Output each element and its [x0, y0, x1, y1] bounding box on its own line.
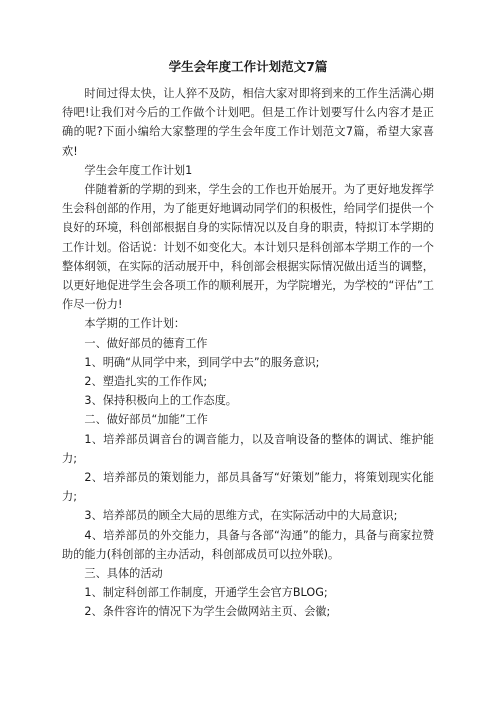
section-heading-2: 二、做好部员“加能”工作 — [84, 413, 208, 427]
list-item-1-3: 3、保持积极向上的工作态度。 — [84, 394, 237, 408]
list-item-1-1: 1、明确“从同学中来，到同学中去”的服务意识; — [84, 355, 320, 369]
intro-paragraph: 时间过得太快，让人猝不及防，相信大家对即将到来的工作生活满心期待吧!让我们对今后的工作做个计划吧。但是工作计划要写什么内容才是正确的呢?下面小编给大家整理的学生会年度工作计划范文7篇，希望大家喜欢! — [62, 87, 434, 158]
list-item-2-4: 4、培养部员的外交能力，具备与各部“沟通”的能力，具备与商家拉赞助的能力(科创部的主办活动，科创部成员可以拉外联)。 — [62, 528, 434, 561]
list-item-2-3: 3、培养部员的顾全大局的思维方式，在实际活动中的大局意识; — [84, 509, 398, 523]
plan-1-body-paragraph: 伴随着新的学期的到来，学生会的工作也开始展开。为了更好地发挥学生会科创部的作用，为了能更好地调动同学们的积极性，给同学们提供一个良好的环境，科创部根据自身的实际情况以及自身的职责，特拟订本学期的工作计划。俗话说：计划不如变化大。本计划只是科创部本学期工作的一个整体纲领，在实际的活动展开中，科创部会根据实际情况做出适当的调整，以更好地促进学生会各项工作的顺利展开，为学院增光，为学校的“评估”工作尽一份力! — [62, 183, 434, 312]
section-heading-plan-1: 学生会年度工作计划1 — [84, 163, 193, 177]
list-item-2-2: 2、培养部员的策划能力，部员具备写“好策划”能力，将策划现实化能力; — [62, 471, 434, 504]
list-item-3-1: 1、制定科创部工作制度，开通学生会官方BLOG; — [84, 586, 328, 600]
list-item-2-1: 1、培养部员调音台的调音能力，以及音响设备的整体的调试、维护能力; — [62, 432, 434, 465]
section-heading-3: 三、具体的活动 — [84, 567, 163, 581]
document-title: 学生会年度工作计划范文7篇 — [168, 59, 328, 74]
section-heading-1: 一、做好部员的德育工作 — [84, 336, 208, 350]
document-page — [62, 58, 434, 622]
list-item-1-2: 2、塑造扎实的工作作风; — [84, 375, 208, 389]
list-item-3-2: 2、条件容许的情况下为学生会做网站主页、会徽; — [84, 605, 331, 619]
semester-plan-heading: 本学期的工作计划： — [84, 317, 186, 331]
